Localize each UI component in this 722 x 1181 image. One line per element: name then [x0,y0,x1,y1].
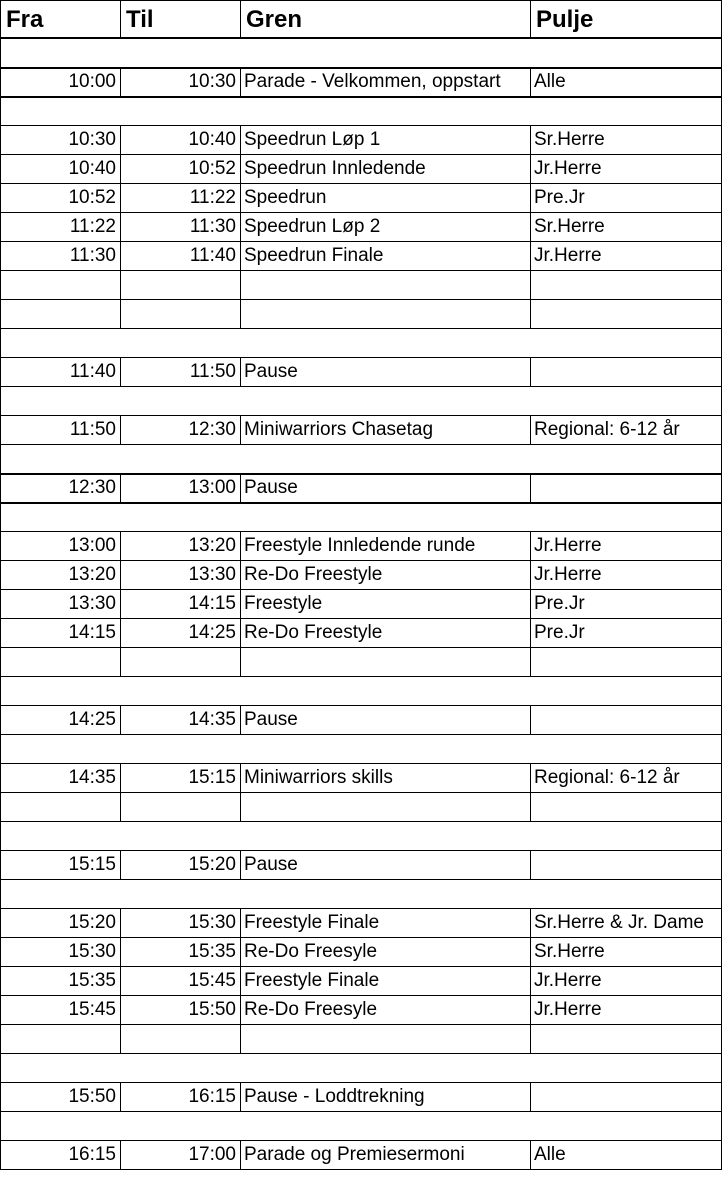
cell-til[interactable]: 14:35 [188,709,236,730]
row-border [0,1024,722,1025]
column-border [240,125,241,154]
column-border [0,1111,1,1140]
column-border [240,705,241,734]
column-border [530,299,531,328]
column-border [240,850,241,879]
row-border [0,1082,722,1083]
cell-fra[interactable]: 10:00 [68,71,116,92]
row-border [0,241,722,242]
column-border [0,328,1,357]
column-border [240,357,241,386]
row-border [0,444,722,445]
row-border [0,792,722,793]
column-border [530,212,531,241]
cell-til[interactable]: 11:50 [189,361,236,382]
cell-fra[interactable]: 14:35 [68,767,116,788]
cell-gren[interactable]: Miniwarriors skills [244,767,393,788]
column-border [120,792,121,821]
cell-til[interactable]: 15:50 [188,999,236,1020]
cell-til[interactable]: 11:22 [189,187,236,208]
cell-fra[interactable]: 14:25 [68,709,116,730]
column-border [0,792,1,821]
cell-pulje[interactable]: Pre.Jr [534,593,585,614]
column-border [0,270,1,299]
column-border [240,154,241,183]
column-border [0,1053,1,1082]
column-border [240,270,241,299]
cell-gren[interactable]: Pause [244,361,298,382]
column-border [0,676,1,705]
cell-fra[interactable]: 15:50 [68,1086,116,1107]
row-border [0,386,722,387]
row-border [0,734,722,735]
row-border [0,1053,722,1054]
column-border [530,763,531,792]
cell-pulje[interactable]: Jr.Herre [534,158,602,179]
column-border [0,879,1,908]
row-border [0,1169,722,1170]
cell-gren[interactable]: Speedrun Finale [244,245,384,266]
column-border [240,212,241,241]
cell-gren[interactable]: Freestyle [244,593,323,614]
cell-til[interactable]: 15:45 [188,970,236,991]
cell-fra[interactable]: 15:20 [68,912,116,933]
cell-pulje[interactable]: Sr.Herre & Jr. Dame [534,912,704,933]
cell-fra[interactable]: 12:30 [68,477,116,498]
cell-gren[interactable]: Miniwarriors Chasetag [244,419,434,440]
row-border [0,705,722,706]
cell-fra[interactable]: 11:40 [69,361,116,382]
cell-gren[interactable]: Freestyle Innledende runde [244,535,476,556]
row-border [0,328,722,329]
column-border [120,0,121,38]
cell-gren[interactable]: Freestyle Finale [244,912,380,933]
column-border [240,647,241,676]
cell-gren[interactable]: Speedrun [244,187,327,208]
cell-gren[interactable]: Re-Do Freestyle [244,564,383,585]
row-border [0,502,722,504]
column-border [240,792,241,821]
row-border [0,125,722,126]
cell-gren[interactable]: Pause [244,477,298,498]
cell-fra[interactable]: 14:15 [68,622,116,643]
column-border [530,560,531,589]
cell-fra[interactable]: 11:50 [69,419,116,440]
column-border [530,270,531,299]
column-border [240,67,241,96]
column-border [530,0,531,38]
row-border [0,154,722,155]
row-border [0,676,722,677]
column-border [240,531,241,560]
cell-til[interactable]: 15:15 [188,767,236,788]
row-border [0,357,722,358]
row-border [0,966,722,967]
cell-gren[interactable]: Pause [244,709,298,730]
row-border [0,647,722,648]
column-border [240,966,241,995]
header-til[interactable]: Til [126,6,154,33]
column-border [240,589,241,618]
cell-gren[interactable]: Speedrun Innledende [244,158,426,179]
cell-fra[interactable]: 10:40 [68,158,116,179]
cell-til[interactable]: 11:30 [189,216,236,237]
header-fra[interactable]: Fra [6,6,44,33]
cell-fra[interactable]: 11:30 [69,245,116,266]
cell-fra[interactable]: 11:22 [69,216,116,237]
column-border [0,0,1,38]
row-border [0,995,722,996]
row-border [0,879,722,880]
cell-til[interactable]: 13:00 [188,477,236,498]
column-border [240,1140,241,1169]
row-border [0,473,722,475]
row-border [0,0,722,1]
cell-gren[interactable]: Speedrun Løp 1 [244,129,381,150]
column-border [0,821,1,850]
column-border [0,444,1,473]
cell-gren[interactable]: Re-Do Freesyle [244,999,378,1020]
column-border [530,1082,531,1111]
cell-pulje[interactable]: Regional: 6-12 år [534,767,680,788]
cell-fra[interactable]: 15:45 [68,999,116,1020]
cell-til[interactable]: 10:40 [188,129,236,150]
cell-gren[interactable]: Parade - Velkommen, oppstart [244,71,501,92]
cell-pulje[interactable]: Pre.Jr [534,622,585,643]
column-border [530,850,531,879]
column-border [0,734,1,763]
column-border [0,1024,1,1053]
cell-til[interactable]: 15:20 [188,854,236,875]
cell-pulje[interactable]: Regional: 6-12 år [534,419,680,440]
cell-fra[interactable]: 10:52 [68,187,116,208]
row-border [0,299,722,300]
column-border [530,415,531,444]
cell-gren[interactable]: Re-Do Freestyle [244,622,383,643]
row-border [0,212,722,213]
row-border [0,270,722,271]
column-border [120,299,121,328]
column-border [530,183,531,212]
cell-pulje[interactable]: Alle [534,1144,566,1165]
cell-fra[interactable]: 15:30 [68,941,116,962]
cell-til[interactable]: 12:30 [188,419,236,440]
row-border [0,560,722,561]
header-pulje[interactable]: Pulje [536,6,594,33]
cell-fra[interactable]: 13:20 [68,564,116,585]
cell-pulje[interactable]: Alle [534,71,566,92]
column-border [240,618,241,647]
row-border [0,1140,722,1141]
column-border [0,299,1,328]
cell-gren[interactable]: Speedrun Løp 2 [244,216,381,237]
column-border [240,908,241,937]
row-border [0,1111,722,1112]
cell-pulje[interactable]: Jr.Herre [534,999,602,1020]
header-gren[interactable]: Gren [246,6,303,33]
cell-gren[interactable]: Parade og Premiesermoni [244,1144,465,1165]
cell-fra[interactable]: 10:30 [68,129,116,150]
cell-fra[interactable]: 15:15 [68,854,116,875]
column-border [240,937,241,966]
cell-til[interactable]: 17:00 [188,1144,236,1165]
cell-gren[interactable]: Pause - Loddtrekning [244,1086,425,1107]
column-border [530,531,531,560]
row-border [0,531,722,532]
column-border [240,763,241,792]
row-border [0,618,722,619]
column-border [530,241,531,270]
cell-pulje[interactable]: Jr.Herre [534,564,602,585]
row-border [0,850,722,851]
cell-til[interactable]: 15:30 [188,912,236,933]
row-border [0,937,722,938]
column-border [530,618,531,647]
cell-til[interactable]: 13:30 [188,564,236,585]
column-border [0,502,1,531]
column-border [530,1140,531,1169]
column-border [0,647,1,676]
cell-til[interactable]: 11:40 [189,245,236,266]
cell-til[interactable]: 14:15 [188,593,236,614]
row-border [0,96,722,98]
column-border [240,1082,241,1111]
cell-til[interactable]: 14:25 [188,622,236,643]
column-border [530,995,531,1024]
row-border [0,763,722,764]
column-border [120,1024,121,1053]
cell-fra[interactable]: 13:00 [68,535,116,556]
column-border [530,154,531,183]
row-border [0,589,722,590]
column-border [530,473,531,502]
column-border [240,241,241,270]
cell-fra[interactable]: 15:35 [68,970,116,991]
column-border [240,0,241,38]
cell-til[interactable]: 10:30 [188,71,236,92]
cell-til[interactable]: 13:20 [188,535,236,556]
cell-pulje[interactable]: Sr.Herre [534,216,605,237]
cell-fra[interactable]: 16:15 [68,1144,116,1165]
column-border [530,589,531,618]
cell-pulje[interactable]: Jr.Herre [534,535,602,556]
column-border [0,386,1,415]
cell-fra[interactable]: 13:30 [68,593,116,614]
cell-til[interactable]: 16:15 [188,1086,236,1107]
cell-gren[interactable]: Freestyle Finale [244,970,380,991]
row-border [0,38,722,39]
column-border [240,560,241,589]
column-border [240,299,241,328]
column-border [120,270,121,299]
column-border [0,96,1,125]
column-border [240,473,241,502]
column-border [120,647,121,676]
cell-pulje[interactable]: Jr.Herre [534,245,602,266]
column-border [240,183,241,212]
column-border [0,38,1,67]
cell-pulje[interactable]: Sr.Herre [534,941,605,962]
row-border [0,821,722,822]
row-border [0,908,722,909]
row-border [0,415,722,416]
column-border [530,67,531,96]
column-border [240,415,241,444]
column-border [530,1024,531,1053]
row-border [0,67,722,69]
column-border [240,995,241,1024]
cell-pulje[interactable]: Sr.Herre [534,129,605,150]
cell-til[interactable]: 10:52 [188,158,236,179]
cell-gren[interactable]: Re-Do Freesyle [244,941,378,962]
column-border [530,966,531,995]
column-border [530,647,531,676]
cell-til[interactable]: 15:35 [188,941,236,962]
column-border [530,937,531,966]
column-border [530,792,531,821]
cell-pulje[interactable]: Jr.Herre [534,970,602,991]
cell-gren[interactable]: Pause [244,854,298,875]
row-border [0,183,722,184]
column-border [530,908,531,937]
column-border [530,357,531,386]
column-border [530,705,531,734]
cell-pulje[interactable]: Pre.Jr [534,187,585,208]
column-border [240,1024,241,1053]
column-border [530,125,531,154]
